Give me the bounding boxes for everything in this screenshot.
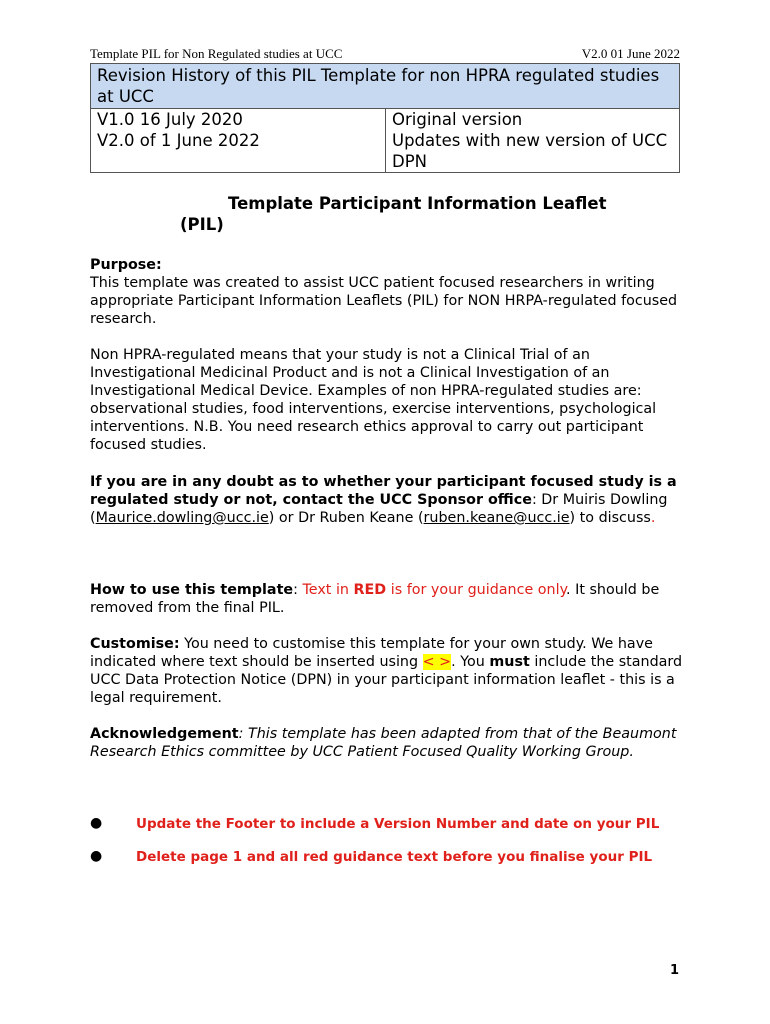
acknowledgement-paragraph bbox=[90, 725, 685, 761]
how-to-rest: . It should be removed from the final PIL. bbox=[90, 582, 660, 616]
customise-paragraph bbox=[90, 635, 685, 707]
revision-note-cell: Original version bbox=[386, 109, 680, 131]
how-to-paragraph bbox=[90, 581, 685, 617]
doubt-mid-text: ) or Dr Ruben Keane ( bbox=[268, 510, 424, 526]
customise-text-3: include the standard UCC Data Protection Notice (DPN) in your participant information leaflet - this is a legal requirement. bbox=[90, 654, 683, 706]
email-link-dowling[interactable]: Maurice.dowling@ucc.ie bbox=[95, 510, 269, 526]
document-title-line2: (PIL) bbox=[180, 215, 224, 234]
purpose-heading: Purpose: bbox=[90, 257, 162, 273]
purpose-text: This template was created to assist UCC patient focused researchers in writing appropriate Participant Information Leaflets (PIL) for NON HRPA-regulated focused research. bbox=[90, 275, 678, 327]
bullet-dot-icon: ● bbox=[90, 848, 103, 864]
email-link-keane[interactable]: ruben.keane@ucc.ie bbox=[423, 510, 570, 526]
revision-version-cell: V1.0 16 July 2020 bbox=[91, 109, 386, 131]
revision-history-table bbox=[90, 63, 680, 173]
header-left-text: Template PIL for Non Regulated studies at UCC bbox=[90, 46, 343, 61]
how-to-red-bold: RED bbox=[353, 582, 387, 598]
revision-version-cell: V2.0 of 1 June 2022 bbox=[91, 130, 386, 173]
customise-heading: Customise: bbox=[90, 636, 180, 652]
customise-text-2: . You bbox=[451, 654, 490, 670]
bullet-text: Update the Footer to include a Version Number and date on your PIL bbox=[136, 816, 660, 832]
doubt-contact-text: : Dr Muiris Dowling ( bbox=[90, 492, 668, 526]
insert-marker-highlight: < > bbox=[422, 654, 452, 670]
customise-text-1: You need to customise this template for your own study. We have indicated where text should be inserted using bbox=[90, 636, 653, 670]
acknowledgement-text: : This template has been adapted from that of the Beaumont Research Ethics committee by UCC Patient Focused Quality Working Group. bbox=[90, 726, 677, 760]
how-to-heading: How to use this template bbox=[90, 582, 294, 598]
revision-note-cell: Updates with new version of UCC DPN bbox=[386, 130, 680, 173]
document-title-line1: Template Participant Information Leaflet bbox=[228, 194, 607, 213]
purpose-paragraph bbox=[90, 256, 685, 328]
bullet-dot-icon: ● bbox=[90, 815, 103, 831]
how-to-colon: : bbox=[293, 582, 303, 598]
doubt-post-text: ) to discuss bbox=[569, 510, 651, 526]
how-to-red-text-2: is for your guidance only bbox=[386, 582, 567, 598]
revision-table-title: Revision History of this PIL Template for non HPRA regulated studies at UCC bbox=[91, 64, 680, 109]
bullet-text: Delete page 1 and all red guidance text before you finalise your PIL bbox=[136, 849, 653, 865]
document-title bbox=[90, 193, 680, 235]
customise-must: must bbox=[489, 654, 530, 670]
how-to-red-text: Text in bbox=[302, 582, 354, 598]
non-hpra-paragraph: Non HPRA-regulated means that your study is not a Clinical Trial of an Investigational Medicinal Product and is not a Clinical Investigation of an Investigational Medical Device. Examples of non HPRA-regulated studies are: observational studies, food interventions, exercise interventions, psychological interventions. N.B. You need research ethics approval to carry out participant focused studies. bbox=[90, 347, 657, 453]
doubt-paragraph bbox=[90, 473, 685, 527]
doubt-bold-text: If you are in any doubt as to whether your participant focused study is a regulated study or not, contact the UCC Sponsor office bbox=[90, 474, 677, 508]
header-right-text: V2.0 01 June 2022 bbox=[581, 46, 680, 61]
doubt-red-period: . bbox=[650, 510, 656, 526]
acknowledgement-heading: Acknowledgement bbox=[90, 726, 239, 742]
page-number: 1 bbox=[670, 963, 680, 978]
